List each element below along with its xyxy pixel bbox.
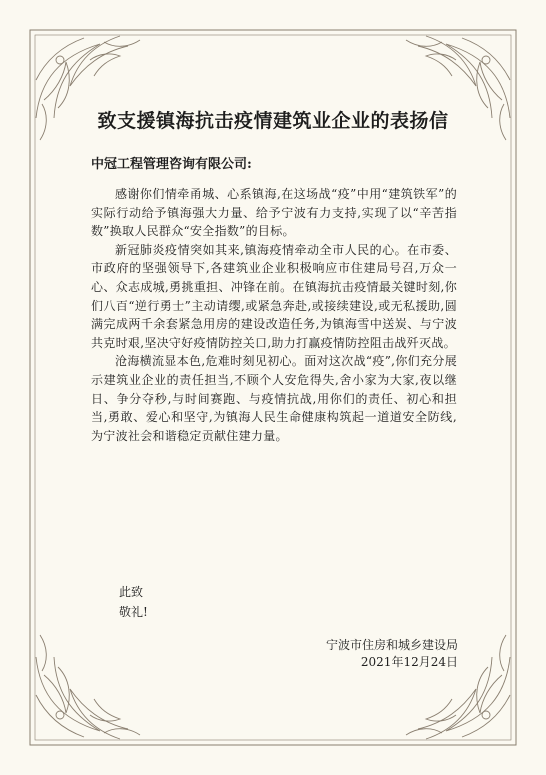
signature-block	[300, 637, 458, 671]
sender-name: 宁波市住房和城乡建设局	[325, 638, 458, 652]
letter-title: 致支援镇海抗击疫情建筑业企业的表扬信	[97, 110, 449, 132]
paragraph: 新冠肺炎疫情突如其来,镇海疫情牵动全市人民的心。在市委、市政府的坚强领导下,各建筑业企业积极响应市住建局号召,万众一心、众志成城,勇挑重担、冲锋在前。在镇海抗击疫情最关键时刻,你们八百“逆行勇士”主动请缨,或紧急奔赴,或接续建设,或无私援助,圆满完成两千余套紧急用房的建设改造任务,为镇海雪中送炭、与宁波共克时艰,坚决守好疫情防控关口,助力打赢疫情防控阻击战歼灭战。	[91, 242, 457, 350]
letter-date: 2021年12月24日	[360, 655, 458, 669]
corner-ornament-bottom-left	[36, 635, 140, 739]
letter-body	[91, 185, 457, 445]
closing	[119, 582, 148, 622]
salutation: 中冠工程管理咨询有限公司:	[91, 157, 252, 172]
closing-line-2: 敬礼!	[119, 605, 148, 619]
paragraph: 感谢你们情牵甬城、心系镇海,在这场战“疫”中用“建筑铁军”的实际行动给予镇海强大力量、给予宁波有力支持,实现了以“辛苦指数”换取人民群众“安全指数”的目标。	[91, 187, 457, 239]
paragraph: 沧海横流显本色,危难时刻见初心。面对这次战“疫”,你们充分展示建筑业企业的责任担当,不顾个人安危得失,舍小家为大家,夜以继日、争分夺秒,与时间赛跑、与疫情抗战,用你们的责任、初心和担当,勇敢、爱心和坚守,为镇海人民生命健康构筑起一道道安全防线,为宁波社会和谐稳定贡献住建力量。	[91, 354, 457, 443]
closing-line-1: 此致	[119, 585, 144, 599]
